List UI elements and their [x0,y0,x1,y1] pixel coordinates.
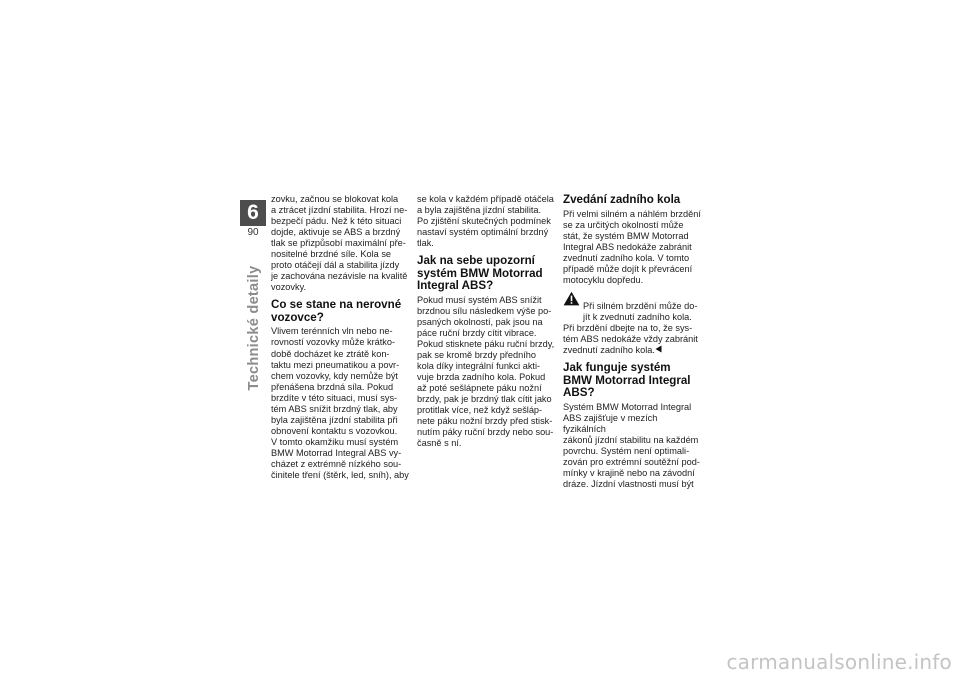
paragraph: se kola v každém případě otáčela a byla zajištěna jízdní stabilita. Po zjištění skutečných podmínek nastaví systém optimální brzdný tlak. [417,194,554,249]
section-heading: Jak na sebe upozorní systém BMW Motorrad Integral ABS? [417,254,543,293]
chapter-number-badge: 6 [240,200,266,226]
warning-text [563,290,701,356]
paragraph: Pokud musí systém ABS snížit brzdnou sílu následkem výše po- psaných okolností, pak jsou na páce ruční brzdy cítit vibrace. Pokud stisknete páku ruční brzdy, pak se kromě brzdy předního kola díky integrální funkci akti- vuje brzda zadního kola. Pokud až poté sešlápnete páku nožní brzdy, pak je brzdný tlak cítit jako protitlak více, než když sešláp- nete páku nožní brzdy před stisk- nutím páky ruční brzdy nebo sou- časně s ní. [417,294,555,449]
warning-lead-line: jít k zvednutí zadního kola. [583,311,692,322]
text-column-1 [271,194,409,481]
warning-note [563,290,701,356]
text-column-2 [417,194,555,449]
section-heading: Zvedání zadního kola [563,193,681,206]
paragraph: Při velmi silném a náhlém brzdění se za určitých okolností může stát, že systém BMW Motorrad Integral ABS nedokáže zabránit zvednutí zadního kola. V tomto případě může dojít k převrácení motocyklu dopředu. [563,208,701,285]
warning-rest: Při brzdění dbejte na to, že sys- tém ABS nedokáže vždy zabránit zvednutí zadního kola. [563,322,698,356]
page-number: 90 [247,227,259,238]
chapter-side-title: Technické detaily [246,265,262,391]
warning-triangle-icon [563,291,580,306]
paragraph: zovku, začnou se blokovat kola a ztrácet jízdní stabilita. Hrozí ne- bezpečí pádu. Než k této situaci dojde, aktivuje se ABS a brzdný tlak se přizpůsobí maximální pře- nositelné brzdné síle. Kola se proto otáčejí dál a stabilita jízdy je zachována nezávisle na kvalitě vozovky. [271,194,408,293]
warning-lead-line: Při silném brzdění může do- [583,300,698,311]
text-column-3 [563,194,701,490]
paragraph: Vlivem terénních vln nebo ne- rovností vozovky může krátko- době docházet ke ztrátě kon- taktu mezi pneumatikou a povr- chem vozovky, kdy nemůže být přenášena brzdná síla. Pokud brzdíte v této situaci, musí sys- tém ABS snížit brzdný tlak, aby byla zajištěna jízdní stabilita při obnovení kontaktu s vozovkou. V tomto okamžiku musí systém BMW Motorrad Integral ABS vy- cházet z extrémně nízkého sou- činitele tření (štěrk, led, sníh), aby [271,326,409,481]
end-of-section-icon [655,345,662,353]
section-heading: Jak funguje systém BMW Motorrad Integral ABS? [563,361,691,400]
section-heading: Co se stane na nerovné vozovce? [271,298,402,324]
watermark: carmanualsonline.info [726,650,952,674]
paragraph: Systém BMW Motorrad Integral ABS zajišťuje v mezích fyzikálních zákonů jízdní stabilitu na každém povrchu. Systém není optimali- zován pro extrémní soutěžní pod- mínky v krajině nebo na závodní dráze. Jízdní vlastnosti musí být [563,401,700,489]
